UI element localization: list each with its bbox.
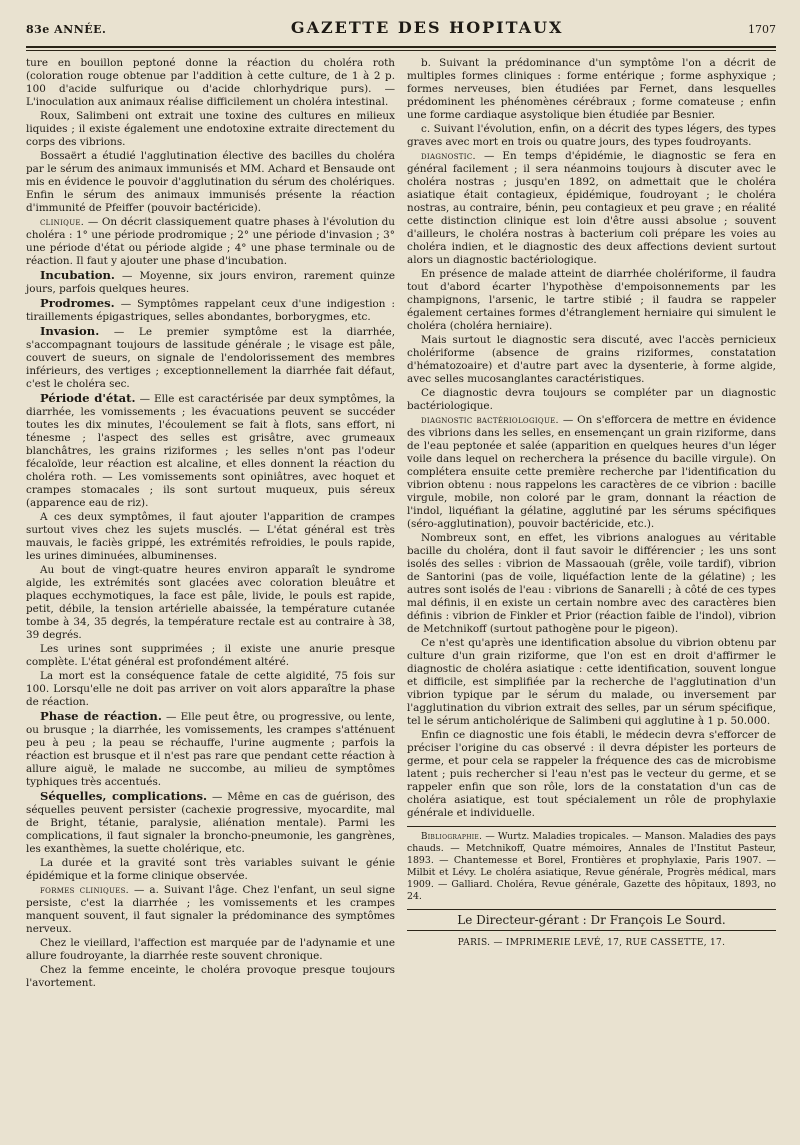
journal-title: GAZETTE DES HOPITAUX	[290, 18, 564, 37]
paragraph: A ces deux symptômes, il faut ajouter l'apparition de crampes surtout vives chez les sujets musclés. — L'état général est très mauvais, le faciès grippé, les extrémités refroidies, le pouls rapide, les urines diminuées, albuminenses.	[26, 511, 395, 562]
director-line: Le Directeur-gérant : Dr François Le Sourd.	[457, 913, 726, 927]
section-incubation	[26, 269, 395, 296]
paragraph-text: — Le premier symptôme est la diarrhée, s'accompagnant toujours de lassitude générale ; le visage est pâle, couvert de sueurs, on signale de l'endolorissement des membres inférieurs, des vertiges ; exceptionnellement la diarrhée fait défaut, c'est le choléra sec.	[26, 326, 395, 390]
section-diagnostic	[407, 150, 776, 267]
bibliography	[407, 831, 776, 903]
paragraph: Chez la femme enceinte, le choléra provoque presque toujours l'avortement.	[26, 964, 395, 989]
left-column	[26, 57, 395, 990]
paragraph: Ce diagnostic devra toujours se compléter par un diagnostic bactériologique.	[407, 387, 776, 412]
paragraph: En présence de malade atteint de diarrhée cholériforme, il faudra tout d'abord écarter l'hypothèse d'empoisonnements par les champignons, l'arsenic, le tartre stibié ; il faudra se rappeler également certaines formes d'étranglement herniaire qui simulent le choléra (choléra herniaire).	[407, 268, 776, 332]
paragraph-text: — Symptômes rappelant ceux d'une indigestion : tiraillements épigastriques, selles abondantes, borborygmes, etc.	[26, 298, 395, 323]
paragraph: Au bout de vingt-quatre heures environ apparaît le syndrome algide, les extrémités sont glacées avec coloration bleuâtre et plaques ecchymotiques, la face est pâle, livide, le pouls est rapide, petit, débile, la tension artérielle abaissée, la température cutanée tombe à 34, 35 degrés, la température rectale est au contraire à 38, 39 degrés.	[26, 564, 395, 641]
paragraph: Roux, Salimbeni ont extrait une toxine des cultures en milieux liquides ; il existe également une endotoxine extraite directement du corps des vibrions.	[26, 110, 395, 148]
section-clinique	[26, 216, 395, 268]
columns	[26, 57, 776, 990]
section-diagnostic-bacteriologique	[407, 414, 776, 531]
paragraph: Ce n'est qu'après une identification absolue du vibrion obtenu par culture d'un grain riziforme, que l'on est en droit d'affirmer le diagnostic de choléra asiatique : cette identification, souvent longue et difficile, est simplifiée par la recherche de l'agglutination d'un vibrion typique par le sérum du malade, ou inversement par l'agglutination du vibrion extrait des selles, par un sérum spécifique, tel le sérum anticholérique de Salimbeni qui agglutine à 1 p. 50.000.	[407, 637, 776, 727]
paragraph-text: — On décrit classiquement quatre phases à l'évolution du choléra : 1° une période prodromique ; 2° une période d'invasion ; 3° une période d'état ou période algide ; 4° une phase terminale ou de réaction. Il faut y ajouter une phase d'incubation.	[26, 216, 395, 267]
subheading: Incubation.	[40, 268, 115, 282]
paragraph-text: — Moyenne, six jours environ, rarement quinze jours, parfois quelques heures.	[26, 270, 396, 295]
section-invasion	[26, 325, 395, 391]
header-rule	[26, 46, 776, 48]
paragraph-text: — Même en cas de guérison, des séquelles peuvent persister (cachexie progressive, myocardite, mal de Bright, tétanie, paralysie, aliénation mentale). Parmi les complications, il faut signaler la broncho-pneumonie, les gangrènes, les exanthèmes, la suette cholérique, etc.	[26, 791, 395, 855]
divider	[407, 930, 776, 931]
right-column	[407, 57, 776, 990]
paragraph: c. Suivant l'évolution, enfin, on a décrit des types légers, des types graves avec mort en trois ou quatre jours, des types foudroyants.	[407, 123, 776, 148]
paragraph: Nombreux sont, en effet, les vibrions analogues au véritable bacille du choléra, dont il faut savoir le différencier ; les uns sont isolés des selles : vibrion de Massaouah (grêle, voile tardif), vibrion de Santorini (pas de voile, liquéfaction lente de la gélatine) ; les autres sont isolés de l'eau : vibrions de Sanarelli ; à côté de ces types mal définis, il en existe un certain nombre avec des caractères bien définis : vibrion de Finkler et Prior (réaction faible de l'indol), vibrion de Metchnikoff (surtout pathogène pour le pigeon).	[407, 532, 776, 635]
subheading: Invasion.	[40, 324, 100, 338]
paragraph: Enfin ce diagnostic une fois établi, le médecin devra s'efforcer de préciser l'origine du cas observé : il devra dépister les porteurs de germe, et pour cela se rappeler la fréquence des cas de microbisme latent ; puis rechercher si l'eau n'est pas le vecteur du germe, et se rappeler enfin que son rôle, lors de la constatation d'un cas de choléra asiatique, est tout spécialement un rôle de prophylaxie générale et individuelle.	[407, 729, 776, 819]
paragraph: Mais surtout le diagnostic sera discuté, avec l'accès pernicieux cholériforme (absence de grains riziformes, constatation d'hématozoaire) et d'autre part avec la dysenterie, à forme algide, avec selles mucosanglantes caractéristiques.	[407, 334, 776, 385]
paragraph-text: — Elle peut être, ou progressive, ou lente, ou brusque ; la diarrhée, les vomissements, les crampes s'atténuent peu à peu ; la peau se réchauffe, l'urine augmente ; parfois la réaction est brusque et il n'est pas rare que pendant cette réaction à allure aiguë, le malade ne succombe, au milieu de symptômes typhiques très accentués.	[26, 711, 395, 788]
paragraph: ture en bouillon peptoné donne la réaction du choléra roth (coloration rouge obtenue par l'addition à cette culture, de 1 à 2 p. 100 d'acide sulfurique ou d'acide chlorhydrique purs). — L'inoculation aux animaux réalise difficilement un choléra intestinal.	[26, 57, 395, 108]
section-prodromes	[26, 297, 395, 324]
subheading: Phase de réaction.	[40, 709, 162, 723]
section-reaction	[26, 710, 395, 789]
paragraph: Bossaërt a étudié l'agglutination élective des bacilles du choléra par le sérum des animaux immunisés et MM. Achard et Bensaude ont mis en évidence le pouvoir d'agglutination du sérum des cholériques. Enfin le sérum des animaux immunisés présente la réaction d'immunité de Pfeiffer (pouvoir bactéricide).	[26, 150, 395, 214]
paragraph: Les urines sont supprimées ; il existe une anurie presque complète. L'état général est profondément altéré.	[26, 643, 395, 668]
header-rule-thin	[26, 50, 776, 51]
subheading: Prodromes.	[40, 296, 115, 310]
paragraph: b. Suivant la prédominance d'un symptôme l'on a décrit de multiples formes cliniques : forme entérique ; forme asphyxique ; formes nerveuses, bien étudiées par Fernet, dans lesquelles prédominent les phénomènes cérébraux ; forme comateuse ; enfin une forme cardiaque asystolique bien étudiée par Besnier.	[407, 57, 776, 121]
printer-line: PARIS. — IMPRIMERIE LEVÉ, 17, RUE CASSETTE, 17.	[457, 938, 726, 948]
paragraph-text: — On s'efforcera de mettre en évidence des vibrions dans les selles, en ensemençant un grain riziforme, dans de l'eau peptonée et salée (apparition en quelques heures d'un léger voile dans lequel on recherchera la présence du bacille virgule). On complétera ensuite cette première recherche par l'identification du vibrion obtenu : nous rappelons les caractères de ce vibrion : bacille virgule, mobile, non coloré par le gram, donnant la réaction de l'indol, liquéfiant la gélatine, agglutiné par les sérums spécifiques (séro-agglutination), pouvoir bactéricide, etc.).	[407, 414, 776, 530]
paragraph-text: — Elle est caractérisée par deux symptômes, la diarrhée, les vomissements ; les évacuations peuvent se succéder toutes les dix minutes, l'écoulement se fait à flots, sans effort, ni ténesme ; l'aspect des selles est grisâtre, avec grumeaux blanchâtres, les grains riziformes ; les selles n'ont pas l'odeur fécaloïde, leur réaction est alcaline, et elles donnent la réaction du choléra roth. — Les vomissements sont opiniâtres, avec hoquet et crampes stomacales ; ils sont surtout muqueux, puis séreux (apparence eau de riz).	[26, 393, 396, 509]
section-heading: formes cliniques.	[40, 885, 130, 896]
year-label: 83e ANNÉE.	[26, 23, 107, 36]
bibliography-heading: Bibliographie.	[421, 832, 483, 842]
subheading: Période d'état.	[40, 391, 136, 405]
paragraph: La mort est la conséquence fatale de cette algidité, 75 fois sur 100. Lorsqu'elle ne doit pas arriver on voit alors apparaître la phase de réaction.	[26, 670, 395, 708]
paragraph: Chez le vieillard, l'affection est marquée par de l'adynamie et une allure foudroyante, la diarrhée reste souvent chronique.	[26, 937, 395, 962]
section-heading: clinique.	[40, 217, 85, 228]
section-sequelles	[26, 790, 395, 856]
subheading: Séquelles, complications.	[40, 789, 208, 803]
page-header	[26, 18, 776, 44]
page-number: 1707	[748, 23, 776, 36]
section-heading: diagnostic.	[421, 151, 476, 162]
paragraph: La durée et la gravité sont très variables suivant le génie épidémique et la forme clinique observée.	[26, 857, 395, 882]
paragraph-text: — En temps d'épidémie, le diagnostic se fera en général facilement ; il sera néanmoins toujours à discuter avec le choléra nostras ; jusqu'en 1892, on admettait que le choléra asiatique était contagieux, épidémique, foudroyant ; le choléra nostras, au contraire, bénin, peu contagieux et peu grave ; en réalité cette distinction clinique est loin d'être aussi absolue ; souvent d'ailleurs, le choléra nostras à bacterium coli prépare les voies au choléra indien, et le diagnostic des deux affections devient surtout alors un diagnostic bactériologique.	[407, 150, 776, 266]
bibliography-text: — Wurtz. Maladies tropicales. — Manson. Maladies des pays chauds. — Metchnikoff, Quatre mémoires, Annales de l'Institut Pasteur, 1893. — Chantemesse et Borel, Frontières et prophylaxie, Paris 1907. — Milbit et Lévy. Le choléra asiatique, Revue générale, Progrès médical, mars 1909. — Galliard. Choléra, Revue générale, Gazette des hôpitaux, 1893, no 24.	[407, 831, 776, 902]
section-etat	[26, 392, 395, 510]
divider	[407, 826, 776, 827]
paragraph-text: — a. Suivant l'âge. Chez l'enfant, un seul signe persiste, c'est la diarrhée ; les vomissements et les crampes manquent souvent, il faut signaler la prédominance des symptômes nerveux.	[26, 884, 395, 935]
divider	[407, 909, 776, 910]
section-formes	[26, 884, 395, 936]
section-heading: diagnostic bactériologique.	[421, 415, 559, 426]
